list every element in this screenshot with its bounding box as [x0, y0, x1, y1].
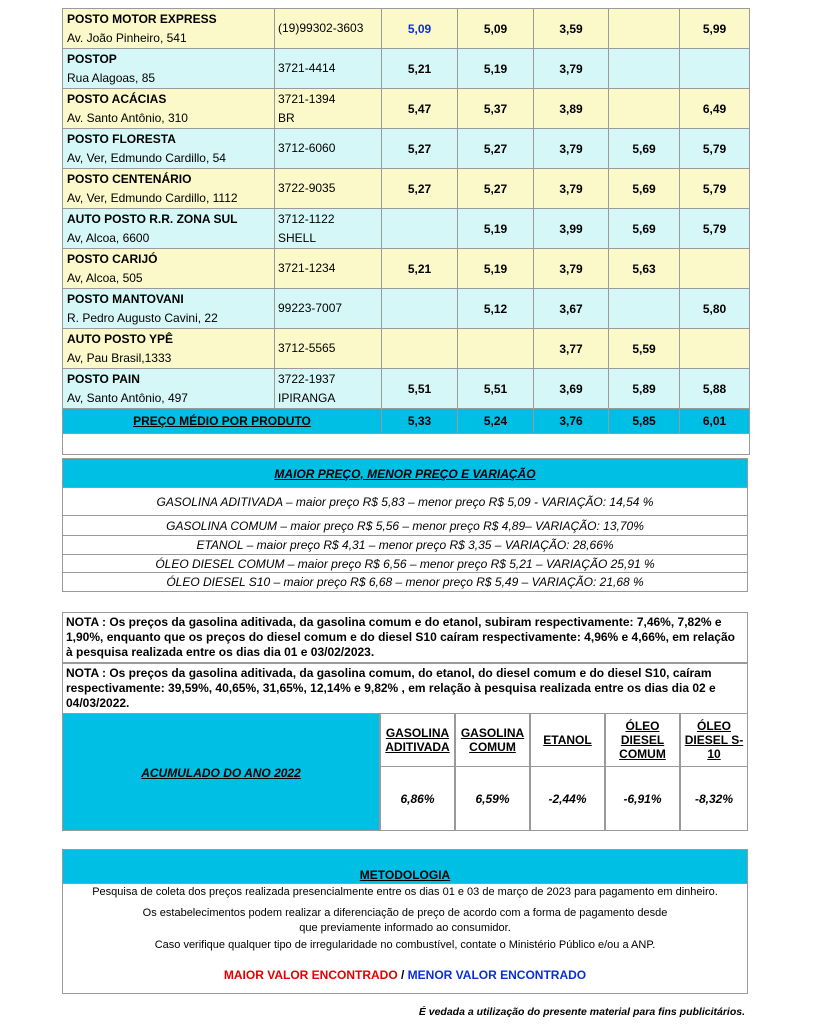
- station-cell: [63, 169, 275, 209]
- acumulado-header: [455, 713, 530, 767]
- phone-cell: [275, 369, 382, 409]
- station-cell: [63, 249, 275, 289]
- legend-max: MAIOR VALOR ENCONTRADO: [223, 968, 398, 982]
- acumulado-value: -2,44%: [530, 766, 605, 831]
- station-phone: 3712-1122: [278, 211, 335, 226]
- price-cell: [609, 9, 680, 49]
- station-row: [63, 9, 750, 49]
- station-cell: [63, 129, 275, 169]
- station-cell: [63, 329, 275, 369]
- station-phone: 3722-9035: [278, 181, 336, 195]
- legend-separator: /: [397, 968, 408, 982]
- acumulado-header: [605, 713, 680, 767]
- price-cell: 5,51: [382, 369, 458, 409]
- legend: [62, 968, 748, 982]
- price-cell: 3,79: [534, 249, 609, 289]
- station-address: Av. João Pinheiro, 541: [67, 30, 187, 45]
- price-cell: 6,49: [680, 89, 750, 129]
- station-phone: 3722-1937: [278, 371, 336, 386]
- metodologia-line: Caso verifique qualquer tipo de irregularidade no combustível, contate o Ministério Público e/ou a ANP.: [154, 939, 656, 951]
- phone-cell: [275, 89, 382, 129]
- price-cell: 3,67: [534, 289, 609, 329]
- price-cell: 3,89: [534, 89, 609, 129]
- price-cell: 5,99: [680, 9, 750, 49]
- average-value: 3,76: [534, 409, 609, 434]
- station-address: Av. Santo Antônio, 310: [67, 110, 188, 125]
- price-cell: 5,27: [382, 169, 458, 209]
- acumulado-header-text: ETANOL: [543, 733, 592, 747]
- price-cell: 5,19: [458, 209, 534, 249]
- variation-line: ETANOL – maior preço R$ 4,31 – menor preço R$ 3,35 – VARIAÇÃO: 28,66%: [62, 536, 748, 555]
- price-cell: 5,27: [458, 169, 534, 209]
- station-cell: [63, 369, 275, 409]
- station-row: [63, 169, 750, 209]
- station-phone: 3712-6060: [278, 141, 336, 155]
- station-row: [63, 89, 750, 129]
- price-cell: 5,79: [680, 129, 750, 169]
- price-cell: 3,99: [534, 209, 609, 249]
- station-row: [63, 289, 750, 329]
- station-brand: IPIRANGA: [278, 390, 336, 405]
- note-1: NOTA : Os preços da gasolina aditivada, da gasolina comum e do etanol, subiram respectivamente: 7,46%, 7,82% e 1,90%, enquanto que os preços do diesel comum e do diesel S10 caíram respectivamente: 4,96% e 4,66%, em relação à pesquisa realizada entre os dias dia 01 e 03/02/2023.: [62, 612, 748, 663]
- station-name: AUTO POSTO R.R. ZONA SUL: [67, 211, 238, 226]
- price-cell: 5,21: [382, 249, 458, 289]
- acumulado-value: -8,32%: [680, 766, 748, 831]
- station-cell: [63, 9, 275, 49]
- price-cell: 5,21: [382, 49, 458, 89]
- station-phone: (19)99302-3603: [278, 21, 364, 35]
- price-cell: 5,09: [382, 9, 458, 49]
- station-phone: 99223-7007: [278, 301, 343, 315]
- price-cell: 3,59: [534, 9, 609, 49]
- price-cell: [382, 329, 458, 369]
- metodologia-line: Pesquisa de coleta dos preços realizada presencialmente entre os dias 01 e 03 de março de 2023 para pagamento em dinheiro.: [92, 886, 718, 898]
- acumulado-header: [680, 713, 748, 767]
- metodologia-title: METODOLOGIA: [359, 868, 451, 882]
- price-cell: 5,47: [382, 89, 458, 129]
- station-phone: 3712-5565: [278, 341, 336, 355]
- price-cell: 5,79: [680, 209, 750, 249]
- acumulado-header: [380, 713, 455, 767]
- station-row: [63, 49, 750, 89]
- footer-disclaimer: É vedada a utilização do presente material para fins publicitários.: [418, 1006, 745, 1018]
- price-cell: 5,09: [458, 9, 534, 49]
- blank-cell: [63, 434, 750, 455]
- price-cell: 3,79: [534, 129, 609, 169]
- blank-row: [63, 434, 750, 455]
- station-name: POSTO CENTENÁRIO: [67, 171, 192, 186]
- station-row: [63, 369, 750, 409]
- station-address: Av, Alcoa, 505: [67, 270, 143, 285]
- station-cell: [63, 89, 275, 129]
- acumulado-header-text: GASOLINA COMUM: [460, 726, 525, 754]
- station-name: POSTO ACÁCIAS: [67, 91, 167, 106]
- maior-menor-title: MAIOR PREÇO, MENOR PREÇO E VARIAÇÃO: [62, 458, 748, 488]
- phone-cell: [275, 209, 382, 249]
- station-cell: [63, 49, 275, 89]
- station-phone: 3721-4414: [278, 61, 336, 75]
- price-cell: [382, 209, 458, 249]
- price-cell: [680, 249, 750, 289]
- phone-cell: [275, 169, 382, 209]
- phone-cell: [275, 289, 382, 329]
- price-cell: [382, 289, 458, 329]
- station-name: POSTO FLORESTA: [67, 131, 176, 146]
- acumulado-value: 6,86%: [380, 766, 455, 831]
- average-value: 6,01: [680, 409, 750, 434]
- station-address: Av, Alcoa, 6600: [67, 230, 150, 245]
- station-address: R. Pedro Augusto Cavini, 22: [67, 310, 218, 325]
- price-cell: 5,59: [609, 329, 680, 369]
- acumulado-header-text: ÓLEO DIESEL COMUM: [619, 719, 666, 761]
- station-name: POSTO MOTOR EXPRESS: [67, 11, 217, 26]
- acumulado-header-text: GASOLINA ADITIVADA: [385, 726, 450, 754]
- acumulado-value: 6,59%: [455, 766, 530, 831]
- price-cell: [458, 329, 534, 369]
- price-cell: [680, 329, 750, 369]
- phone-cell: [275, 129, 382, 169]
- price-cell: 5,69: [609, 169, 680, 209]
- station-row: [63, 129, 750, 169]
- station-name: AUTO POSTO YPÊ: [67, 331, 174, 346]
- station-cell: [63, 289, 275, 329]
- phone-cell: [275, 9, 382, 49]
- acumulado-value: -6,91%: [605, 766, 680, 831]
- price-cell: 5,79: [680, 169, 750, 209]
- phone-cell: [275, 329, 382, 369]
- stations-body: [63, 9, 750, 409]
- note-2: NOTA : Os preços da gasolina aditivada, da gasolina comum, do etanol, do diesel comum e do diesel S10, caíram respectivamente: 39,59%, 40,65%, 31,65%, 12,14% e 9,82% , em relação à pesquisa realizada entre os dias dia 02 e 04/03/2022.: [62, 663, 748, 714]
- price-cell: 5,19: [458, 49, 534, 89]
- acumulado-label: ACUMULADO DO ANO 2022: [62, 713, 380, 831]
- station-name: POSTO CARIJÓ: [67, 251, 158, 266]
- price-cell: 3,79: [534, 169, 609, 209]
- average-value: 5,24: [458, 409, 534, 434]
- average-value: 5,85: [609, 409, 680, 434]
- price-cell: 5,12: [458, 289, 534, 329]
- price-cell: 5,63: [609, 249, 680, 289]
- price-cell: [680, 49, 750, 89]
- price-cell: 5,80: [680, 289, 750, 329]
- price-cell: 3,69: [534, 369, 609, 409]
- variation-line: ÓLEO DIESEL COMUM – maior preço R$ 6,56 – menor preço R$ 5,21 – VARIAÇÃO 25,91 %: [62, 555, 748, 573]
- phone-cell: [275, 49, 382, 89]
- price-cell: 5,51: [458, 369, 534, 409]
- station-address: Rua Alagoas, 85: [67, 70, 156, 85]
- average-label: PREÇO MÉDIO POR PRODUTO: [63, 409, 382, 434]
- station-row: [63, 209, 750, 249]
- acumulado-header-text: ÓLEO DIESEL S-10: [684, 719, 744, 761]
- station-row: [63, 329, 750, 369]
- station-brand: BR: [278, 110, 295, 125]
- price-cell: 5,69: [609, 209, 680, 249]
- station-row: [63, 249, 750, 289]
- station-address: Av, Ver, Edmundo Cardillo, 54: [67, 150, 226, 165]
- station-phone: 3721-1234: [278, 261, 336, 275]
- price-cell: [609, 89, 680, 129]
- price-cell: 3,77: [534, 329, 609, 369]
- station-name: POSTO MANTOVANI: [67, 291, 184, 306]
- price-cell: [609, 49, 680, 89]
- metodologia-line: Os estabelecimentos podem realizar a diferenciação de preço de acordo com a forma de pagamento desde que previamente informado ao consumidor.: [142, 907, 668, 934]
- price-cell: 5,37: [458, 89, 534, 129]
- station-address: Av, Ver, Edmundo Cardillo, 1112: [67, 190, 238, 205]
- average-row: [63, 409, 750, 434]
- station-brand: SHELL: [278, 230, 317, 245]
- station-name: POSTOP: [67, 51, 117, 66]
- price-cell: 5,27: [382, 129, 458, 169]
- variation-line: GASOLINA ADITIVADA – maior preço R$ 5,83 – menor preço R$ 5,09 - VARIAÇÃO: 14,54 %: [62, 488, 748, 516]
- price-cell: 5,27: [458, 129, 534, 169]
- price-cell: [609, 289, 680, 329]
- price-cell: 5,89: [609, 369, 680, 409]
- station-address: Av, Santo Antônio, 497: [67, 390, 188, 405]
- station-phone: 3721-1394: [278, 91, 336, 106]
- average-value: 5,33: [382, 409, 458, 434]
- variation-line: ÓLEO DIESEL S10 – maior preço R$ 6,68 – menor preço R$ 5,49 – VARIAÇÃO: 21,68 %: [62, 573, 748, 592]
- acumulado-header: [530, 713, 605, 767]
- phone-cell: [275, 249, 382, 289]
- price-cell: 5,69: [609, 129, 680, 169]
- price-cell: 5,19: [458, 249, 534, 289]
- variation-line: GASOLINA COMUM – maior preço R$ 5,56 – menor preço R$ 4,89– VARIAÇÃO: 13,70%: [62, 516, 748, 536]
- station-address: Av, Pau Brasil,1333: [67, 350, 172, 365]
- station-name: POSTO PAIN: [67, 371, 140, 386]
- price-cell: 3,79: [534, 49, 609, 89]
- station-cell: [63, 209, 275, 249]
- stations-table: [62, 8, 750, 455]
- legend-min: MENOR VALOR ENCONTRADO: [407, 968, 587, 982]
- price-cell: 5,88: [680, 369, 750, 409]
